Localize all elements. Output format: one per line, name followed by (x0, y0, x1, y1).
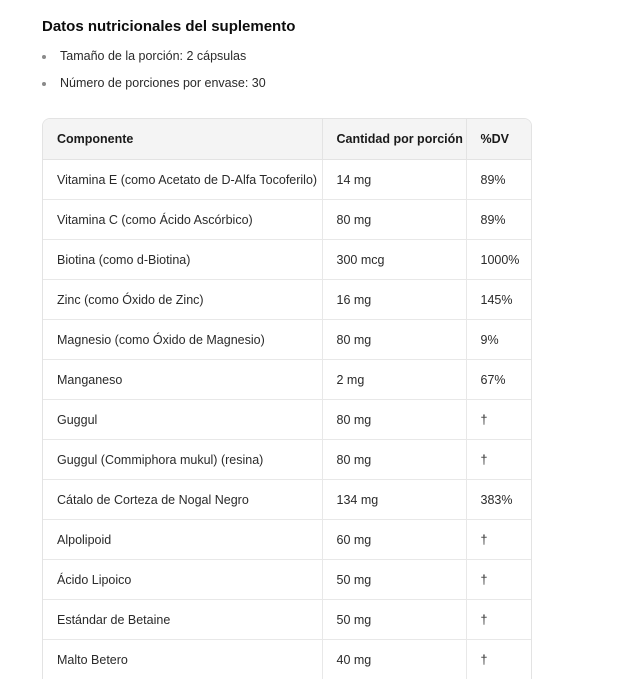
amount-cell: 80 mg (322, 440, 466, 480)
amount-cell: 80 mg (322, 200, 466, 240)
table-row (43, 600, 531, 640)
amount-cell: 300 mcg (322, 240, 466, 280)
amount-cell: 134 mg (322, 480, 466, 520)
serving-info-list (42, 48, 266, 102)
column-header-amount: Cantidad por porción (322, 119, 466, 160)
dv-cell: 9% (466, 320, 531, 360)
table (43, 119, 531, 679)
table-row (43, 320, 531, 360)
component-cell: Biotina (como d-Biotina) (43, 240, 322, 280)
dv-cell: † (466, 600, 531, 640)
amount-cell: 40 mg (322, 640, 466, 679)
page-title: Datos nutricionales del suplemento (42, 18, 295, 35)
amount-cell: 2 mg (322, 360, 466, 400)
column-header-component: Componente (43, 119, 322, 160)
amount-cell: 16 mg (322, 280, 466, 320)
bullet-dot-icon (42, 82, 46, 86)
dv-cell: † (466, 560, 531, 600)
amount-cell: 80 mg (322, 400, 466, 440)
supplement-facts-table (42, 118, 532, 679)
servings-per-container-text: Número de porciones por envase: 30 (60, 76, 266, 90)
serving-size-text: Tamaño de la porción: 2 cápsulas (60, 49, 246, 63)
amount-cell: 80 mg (322, 320, 466, 360)
table-row (43, 560, 531, 600)
dv-cell: 89% (466, 160, 531, 200)
component-cell: Cátalo de Corteza de Nogal Negro (43, 480, 322, 520)
dv-cell: † (466, 440, 531, 480)
component-cell: Guggul (43, 400, 322, 440)
amount-cell: 60 mg (322, 520, 466, 560)
table-row (43, 440, 531, 480)
component-cell: Manganeso (43, 360, 322, 400)
amount-cell: 50 mg (322, 560, 466, 600)
component-cell: Vitamina C (como Ácido Ascórbico) (43, 200, 322, 240)
component-cell: Vitamina E (como Acetato de D-Alfa Tocoferilo) (43, 160, 322, 200)
table-row (43, 640, 531, 679)
dv-cell: 1000% (466, 240, 531, 280)
table-row (43, 160, 531, 200)
table-row (43, 400, 531, 440)
component-cell: Estándar de Betaine (43, 600, 322, 640)
dv-cell: † (466, 400, 531, 440)
table-row (43, 280, 531, 320)
table-row (43, 520, 531, 560)
dv-cell: † (466, 640, 531, 679)
table-row (43, 240, 531, 280)
component-cell: Magnesio (como Óxido de Magnesio) (43, 320, 322, 360)
component-cell: Guggul (Commiphora mukul) (resina) (43, 440, 322, 480)
component-cell: Malto Betero (43, 640, 322, 679)
table-row (43, 360, 531, 400)
component-cell: Alpolipoid (43, 520, 322, 560)
table-row (43, 480, 531, 520)
dv-cell: 145% (466, 280, 531, 320)
list-item (42, 75, 266, 102)
table-header-row (43, 119, 531, 160)
dv-cell: 89% (466, 200, 531, 240)
component-cell: Zinc (como Óxido de Zinc) (43, 280, 322, 320)
table-row (43, 200, 531, 240)
dv-cell: † (466, 520, 531, 560)
amount-cell: 50 mg (322, 600, 466, 640)
component-cell: Ácido Lipoico (43, 560, 322, 600)
bullet-dot-icon (42, 55, 46, 59)
list-item (42, 48, 266, 75)
column-header-dv: %DV (466, 119, 531, 160)
dv-cell: 383% (466, 480, 531, 520)
amount-cell: 14 mg (322, 160, 466, 200)
dv-cell: 67% (466, 360, 531, 400)
